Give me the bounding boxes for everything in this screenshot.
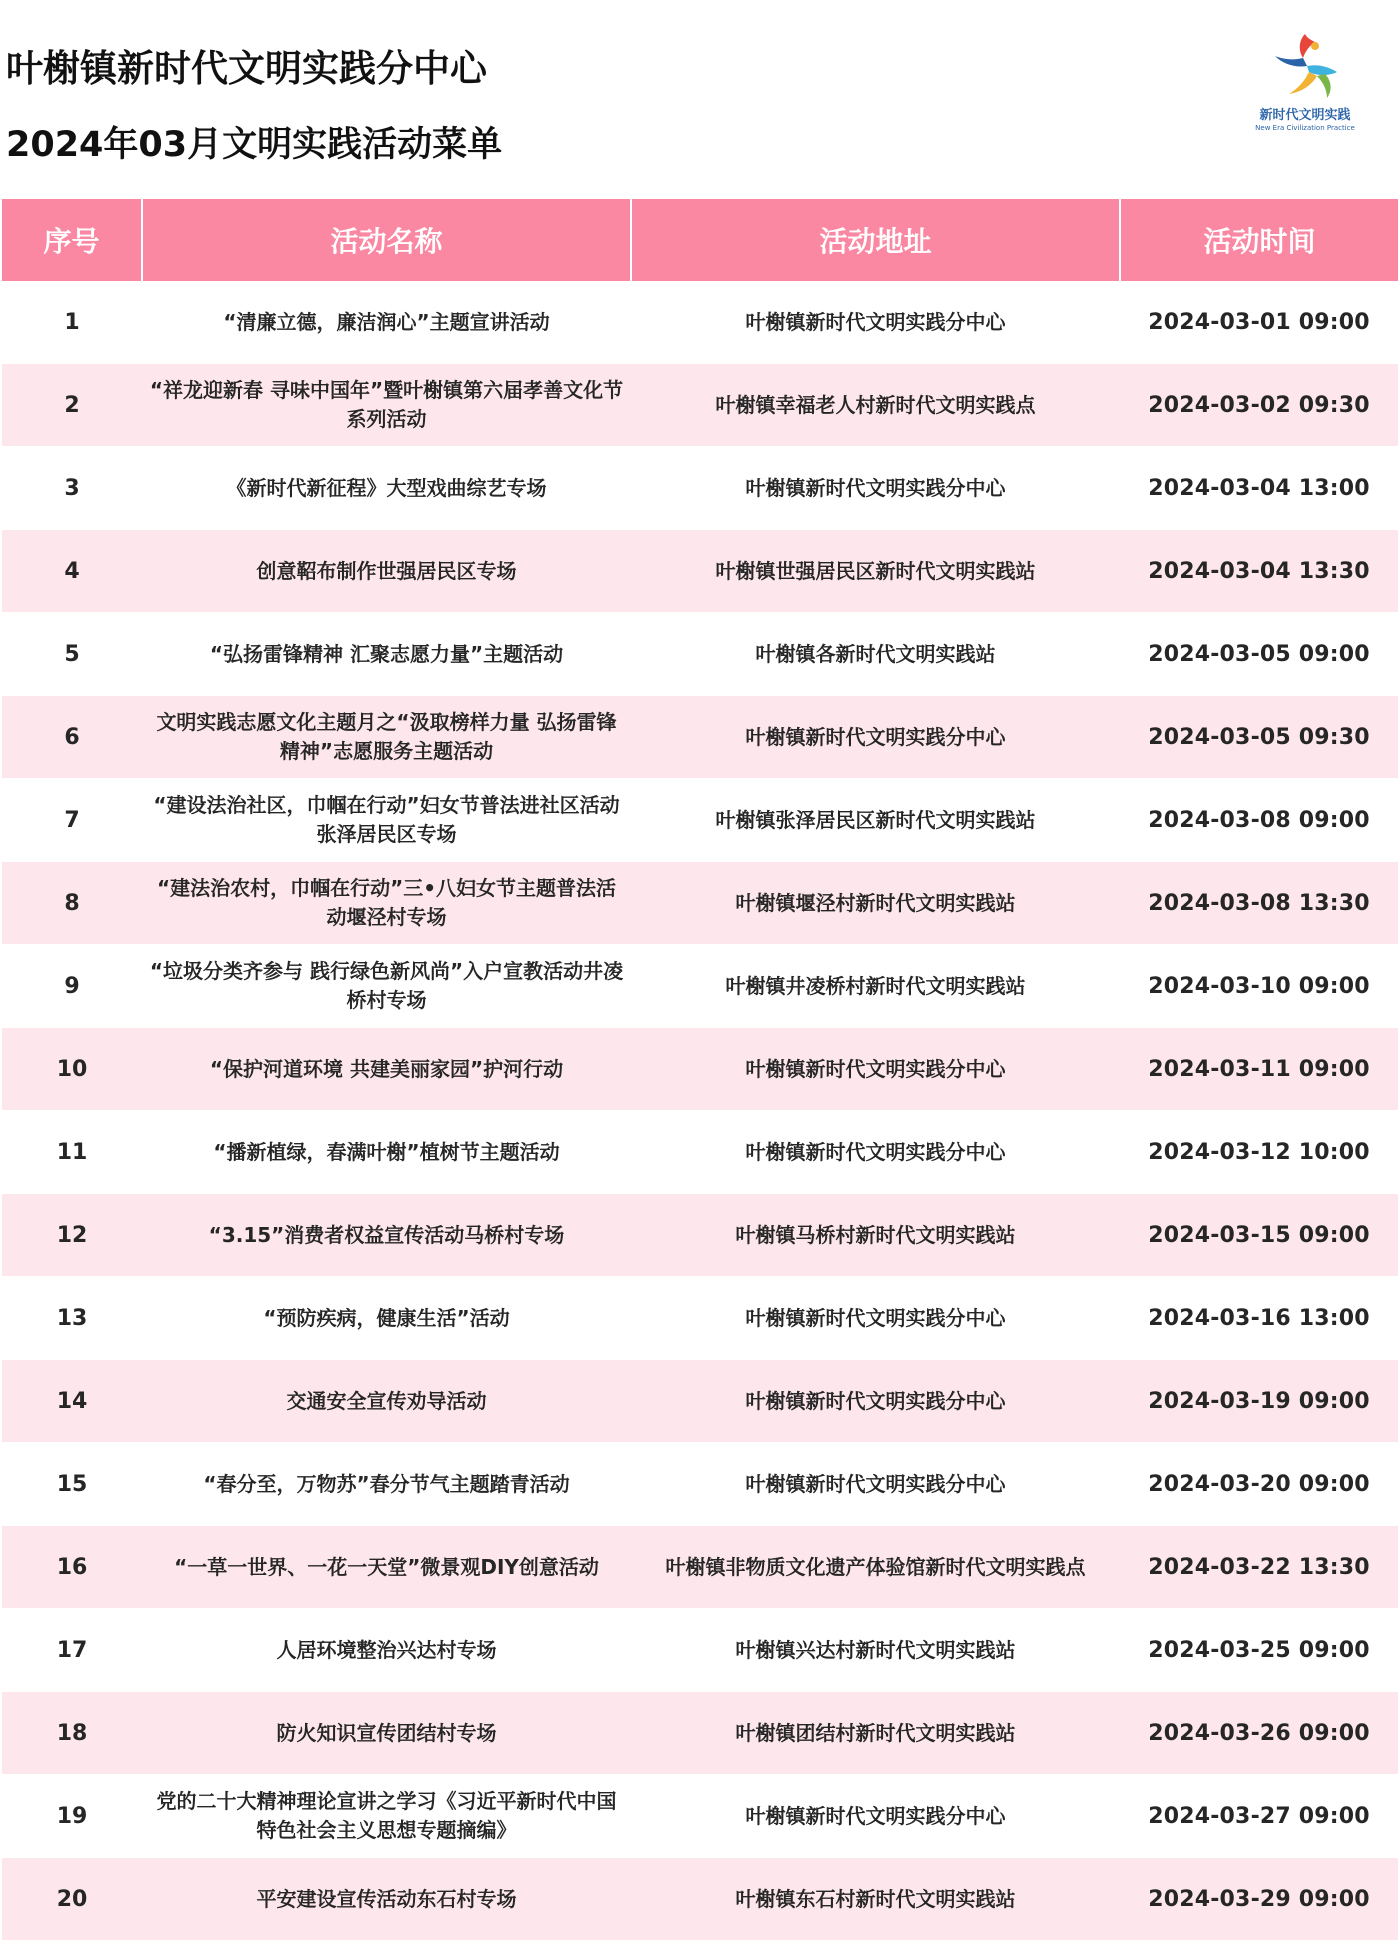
cell-name: 《新时代新征程》大型戏曲综艺专场 xyxy=(142,447,631,530)
table-row xyxy=(2,945,1398,1028)
cell-time: 2024-03-25 09:00 xyxy=(1120,1609,1398,1692)
cell-address: 叶榭镇东石村新时代文明实践站 xyxy=(631,1858,1120,1941)
cell-no: 20 xyxy=(2,1858,142,1941)
cell-time: 2024-03-19 09:00 xyxy=(1120,1360,1398,1443)
cell-address: 叶榭镇新时代文明实践分中心 xyxy=(631,1443,1120,1526)
cell-name: “清廉立德，廉洁润心”主题宣讲活动 xyxy=(142,281,631,364)
logo-text-en: New Era Civilization Practice xyxy=(1255,124,1355,132)
civilization-practice-logo-icon xyxy=(1265,30,1345,102)
cell-address: 叶榭镇新时代文明实践分中心 xyxy=(631,1360,1120,1443)
table-row xyxy=(2,281,1398,364)
cell-name: 防火知识宣传团结村专场 xyxy=(142,1692,631,1775)
cell-no: 11 xyxy=(2,1111,142,1194)
table-row xyxy=(2,862,1398,945)
table-row xyxy=(2,1609,1398,1692)
cell-no: 13 xyxy=(2,1277,142,1360)
cell-name: “建设法治社区，巾帼在行动”妇女节普法进社区活动张泽居民区专场 xyxy=(142,779,631,862)
table-row xyxy=(2,1526,1398,1609)
cell-address: 叶榭镇兴达村新时代文明实践站 xyxy=(631,1609,1120,1692)
table-row xyxy=(2,1775,1398,1858)
page-title: 叶榭镇新时代文明实践分中心 xyxy=(6,47,487,90)
cell-no: 8 xyxy=(2,862,142,945)
cell-name: 党的二十大精神理论宣讲之学习《习近平新时代中国特色社会主义思想专题摘编》 xyxy=(142,1775,631,1858)
cell-name: “垃圾分类齐参与 践行绿色新风尚”入户宣教活动井凌桥村专场 xyxy=(142,945,631,1028)
cell-no: 10 xyxy=(2,1028,142,1111)
cell-address: 叶榭镇非物质文化遗产体验馆新时代文明实践点 xyxy=(631,1526,1120,1609)
logo-text-cn: 新时代文明实践 xyxy=(1259,108,1351,123)
cell-address: 叶榭镇新时代文明实践分中心 xyxy=(631,281,1120,364)
table-row xyxy=(2,364,1398,447)
table-row xyxy=(2,1858,1398,1941)
cell-address: 叶榭镇新时代文明实践分中心 xyxy=(631,696,1120,779)
cell-name: “保护河道环境 共建美丽家园”护河行动 xyxy=(142,1028,631,1111)
cell-no: 12 xyxy=(2,1194,142,1277)
cell-time: 2024-03-12 10:00 xyxy=(1120,1111,1398,1194)
table-row xyxy=(2,1194,1398,1277)
cell-address: 叶榭镇团结村新时代文明实践站 xyxy=(631,1692,1120,1775)
cell-name: 创意鞀布制作世强居民区专场 xyxy=(142,530,631,613)
cell-name: “3.15”消费者权益宣传活动马桥村专场 xyxy=(142,1194,631,1277)
cell-no: 15 xyxy=(2,1443,142,1526)
cell-no: 5 xyxy=(2,613,142,696)
cell-time: 2024-03-08 13:30 xyxy=(1120,862,1398,945)
cell-name: “预防疾病，健康生活”活动 xyxy=(142,1277,631,1360)
cell-time: 2024-03-05 09:30 xyxy=(1120,696,1398,779)
cell-address: 叶榭镇马桥村新时代文明实践站 xyxy=(631,1194,1120,1277)
table-row xyxy=(2,613,1398,696)
cell-no: 4 xyxy=(2,530,142,613)
cell-address: 叶榭镇张泽居民区新时代文明实践站 xyxy=(631,779,1120,862)
cell-address: 叶榭镇堰泾村新时代文明实践站 xyxy=(631,862,1120,945)
cell-address: 叶榭镇幸福老人村新时代文明实践点 xyxy=(631,364,1120,447)
cell-name: “弘扬雷锋精神 汇聚志愿力量”主题活动 xyxy=(142,613,631,696)
cell-no: 9 xyxy=(2,945,142,1028)
cell-time: 2024-03-11 09:00 xyxy=(1120,1028,1398,1111)
cell-no: 18 xyxy=(2,1692,142,1775)
table-row xyxy=(2,1692,1398,1775)
cell-name: “建法治农村，巾帼在行动”三•八妇女节主题普法活动堰泾村专场 xyxy=(142,862,631,945)
cell-no: 19 xyxy=(2,1775,142,1858)
column-header-address: 活动地址 xyxy=(631,199,1120,281)
table-row xyxy=(2,1443,1398,1526)
cell-name: “祥龙迎新春 寻味中国年”暨叶榭镇第六届孝善文化节系列活动 xyxy=(142,364,631,447)
cell-name: “一草一世界、一花一天堂”微景观DIY创意活动 xyxy=(142,1526,631,1609)
page-subtitle: 2024年03月文明实践活动菜单 xyxy=(6,125,503,165)
cell-name: “播新植绿，春满叶榭”植树节主题活动 xyxy=(142,1111,631,1194)
table-header xyxy=(2,199,1398,281)
cell-time: 2024-03-02 09:30 xyxy=(1120,364,1398,447)
cell-time: 2024-03-05 09:00 xyxy=(1120,613,1398,696)
cell-time: 2024-03-08 09:00 xyxy=(1120,779,1398,862)
cell-no: 3 xyxy=(2,447,142,530)
cell-time: 2024-03-20 09:00 xyxy=(1120,1443,1398,1526)
cell-address: 叶榭镇新时代文明实践分中心 xyxy=(631,1028,1120,1111)
table-row xyxy=(2,1277,1398,1360)
cell-address: 叶榭镇新时代文明实践分中心 xyxy=(631,1277,1120,1360)
column-header-no: 序号 xyxy=(2,199,142,281)
cell-time: 2024-03-15 09:00 xyxy=(1120,1194,1398,1277)
cell-time: 2024-03-27 09:00 xyxy=(1120,1775,1398,1858)
cell-name: 交通安全宣传劝导活动 xyxy=(142,1360,631,1443)
cell-time: 2024-03-10 09:00 xyxy=(1120,945,1398,1028)
column-header-name: 活动名称 xyxy=(142,199,631,281)
cell-no: 14 xyxy=(2,1360,142,1443)
cell-time: 2024-03-16 13:00 xyxy=(1120,1277,1398,1360)
cell-time: 2024-03-22 13:30 xyxy=(1120,1526,1398,1609)
cell-time: 2024-03-29 09:00 xyxy=(1120,1858,1398,1941)
cell-time: 2024-03-26 09:00 xyxy=(1120,1692,1398,1775)
logo xyxy=(1236,30,1374,148)
table-row xyxy=(2,1360,1398,1443)
cell-address: 叶榭镇新时代文明实践分中心 xyxy=(631,447,1120,530)
table-row xyxy=(2,1028,1398,1111)
table-row xyxy=(2,1111,1398,1194)
cell-name: 人居环境整治兴达村专场 xyxy=(142,1609,631,1692)
cell-no: 2 xyxy=(2,364,142,447)
cell-time: 2024-03-01 09:00 xyxy=(1120,281,1398,364)
cell-time: 2024-03-04 13:30 xyxy=(1120,530,1398,613)
table-row xyxy=(2,779,1398,862)
table-row xyxy=(2,530,1398,613)
cell-name: “春分至，万物苏”春分节气主题踏青活动 xyxy=(142,1443,631,1526)
cell-name: 平安建设宣传活动东石村专场 xyxy=(142,1858,631,1941)
cell-time: 2024-03-04 13:00 xyxy=(1120,447,1398,530)
cell-address: 叶榭镇各新时代文明实践站 xyxy=(631,613,1120,696)
cell-no: 16 xyxy=(2,1526,142,1609)
cell-name: 文明实践志愿文化主题月之“汲取榜样力量 弘扬雷锋精神”志愿服务主题活动 xyxy=(142,696,631,779)
cell-no: 6 xyxy=(2,696,142,779)
table-row xyxy=(2,447,1398,530)
cell-no: 17 xyxy=(2,1609,142,1692)
table-body xyxy=(2,281,1398,1941)
cell-no: 7 xyxy=(2,779,142,862)
cell-no: 1 xyxy=(2,281,142,364)
cell-address: 叶榭镇新时代文明实践分中心 xyxy=(631,1775,1120,1858)
cell-address: 叶榭镇世强居民区新时代文明实践站 xyxy=(631,530,1120,613)
cell-address: 叶榭镇新时代文明实践分中心 xyxy=(631,1111,1120,1194)
cell-address: 叶榭镇井凌桥村新时代文明实践站 xyxy=(631,945,1120,1028)
activity-table xyxy=(2,199,1398,1941)
table-row xyxy=(2,696,1398,779)
column-header-time: 活动时间 xyxy=(1120,199,1398,281)
